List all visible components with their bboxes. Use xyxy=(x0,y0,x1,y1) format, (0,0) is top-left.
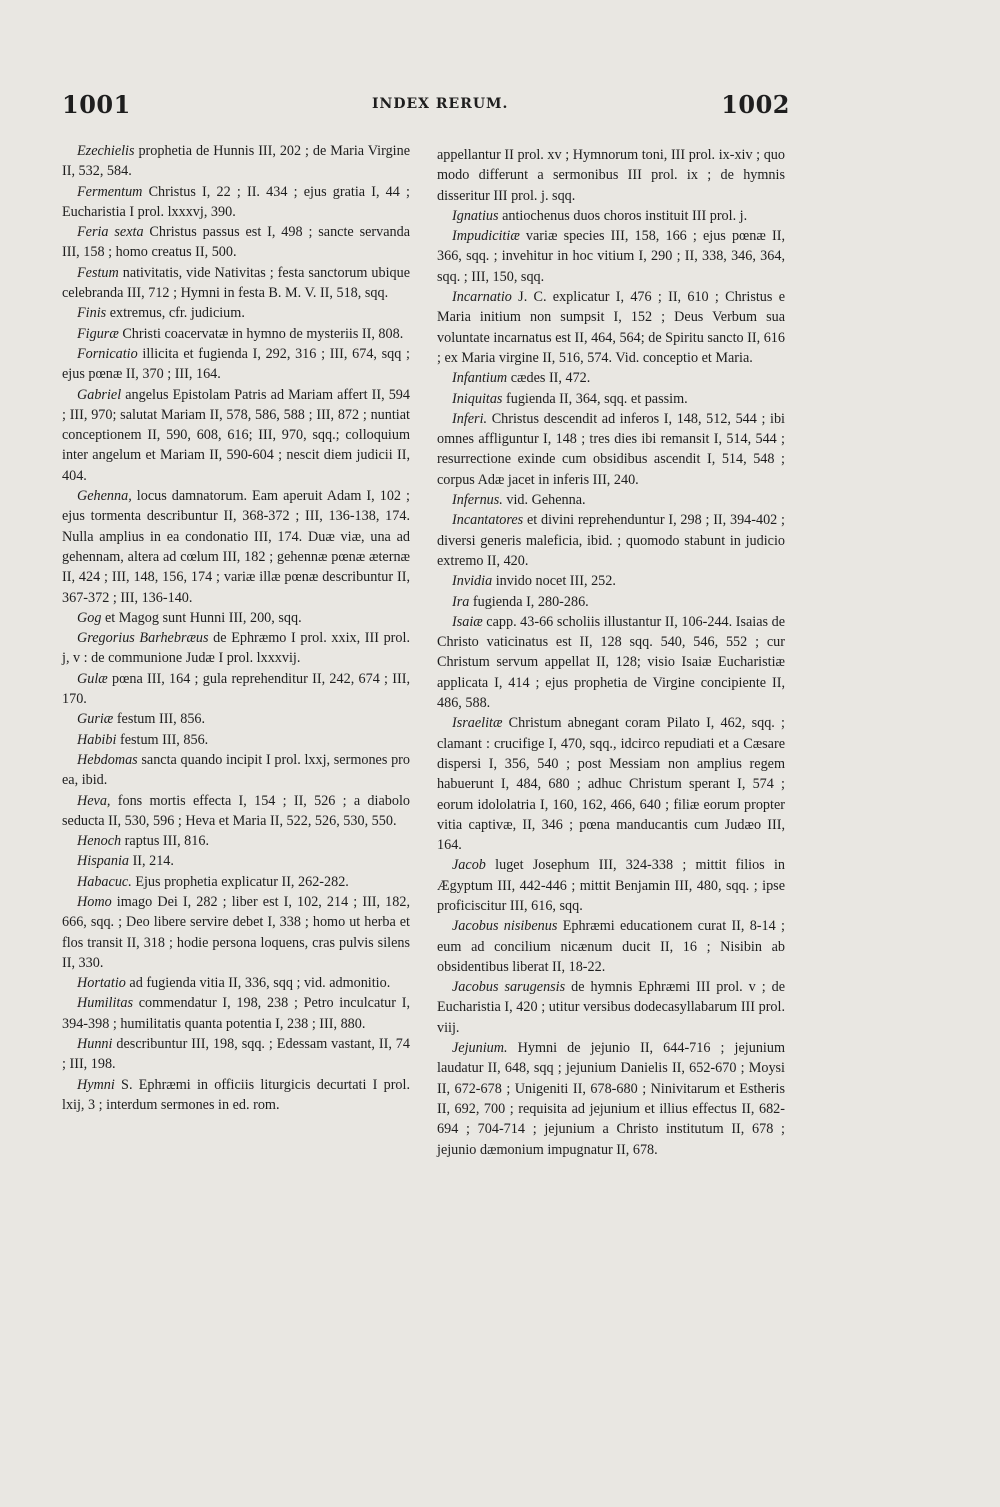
index-entry xyxy=(437,389,785,409)
entry-text: commendatur I, 198, 238 ; Petro inculcatur I, 394-398 ; humilitatis quanta potentia I, 238 ; III, 880. xyxy=(62,995,410,1032)
entry-text: nativitatis, vide Nativitas ; festa sanctorum ubique celebranda III, 712 ; Hymni in festa B. M. V. II, 518, sqq. xyxy=(62,264,410,302)
index-entry xyxy=(62,709,410,729)
entry-text: II, 214. xyxy=(129,853,174,870)
entry-term: Gog xyxy=(77,609,102,626)
entry-term: Figuræ xyxy=(77,325,119,342)
entry-text: fons mortis effecta I, 154 ; II, 526 ; a diabolo seducta II, 530, 596 ; Heva et Maria II, 522, 526, 530, 550. xyxy=(62,792,410,829)
index-entry xyxy=(437,287,785,368)
entry-term: Invidia xyxy=(452,573,493,590)
entry-text: Ephræmi educationem curat II, 8-14 ; eum ad concilium nicænum ducit II, 16 ; Nisibin ab obsidentibus liberat II, 18-22. xyxy=(437,918,785,975)
entry-term: Guriæ xyxy=(77,711,114,728)
entry-text: cædes II, 472. xyxy=(507,370,591,387)
entry-term: Jejunium. xyxy=(452,1040,508,1057)
entry-text: extremus, cfr. judicium. xyxy=(106,305,245,322)
entry-term: Homo xyxy=(77,893,112,910)
index-entry xyxy=(62,608,410,628)
entry-term: Inferi. xyxy=(452,410,488,427)
entry-term: Gehenna, xyxy=(77,488,132,505)
entry-text: de hymnis Ephræmi III prol. v ; de Eucharistia I, 420 ; utitur versibus dodecasyllabarum III prol. viij. xyxy=(437,979,785,1036)
entry-text: Christi coacervatæ in hymno de mysteriis II, 808. xyxy=(118,325,404,342)
index-entry xyxy=(437,592,785,612)
entry-text: Christus descendit ad inferos I, 148, 512, 544 ; ibi omnes affliguntur I, 148 ; tres dies ibi remansit I, 514, 544 ; resurrectione exinde cum obsidibus ascendit I, 514, 548 ; corpus Adæ jacet in inferis III, 240. xyxy=(437,410,785,488)
entry-term: Habibi xyxy=(77,731,117,748)
entry-text: festum III, 856. xyxy=(116,731,209,748)
index-entry xyxy=(62,324,410,344)
index-entry xyxy=(62,993,410,1034)
entry-term: Fornicatio xyxy=(77,345,138,362)
index-entry xyxy=(437,612,785,713)
entry-text: S. Ephræmi in officiis liturgicis decurtati I prol. lxij, 3 ; interdum sermones in ed. rom. xyxy=(62,1076,410,1113)
entry-text: describuntur III, 198, sqq. ; Edessam vastant, II, 74 ; III, 198. xyxy=(62,1036,410,1073)
index-entry xyxy=(62,628,410,669)
entry-text: sancta quando incipit I prol. lxxj, sermones pro ea, ibid. xyxy=(62,751,410,789)
index-entry xyxy=(437,510,785,571)
index-entry xyxy=(437,145,785,206)
entry-text: J. C. explicatur I, 476 ; II, 610 ; Christus e Maria initium non sumpsit I, 152 ; Deus Verbum sua voluntate incarnatus est II, 464, 564; de Spiritu sancto II, 616 ; ex Maria virgine II, 516, 574. Vid. conceptio et Maria. xyxy=(437,289,785,366)
entry-term: Jacobus nisibenus xyxy=(452,918,558,935)
index-entry xyxy=(437,977,785,1038)
entry-term: Jacob xyxy=(452,857,486,874)
entry-term: Hortatio xyxy=(77,975,126,992)
entry-term: Heva, xyxy=(77,792,111,809)
index-entry xyxy=(62,831,410,851)
entry-term: Israelitæ xyxy=(452,715,503,732)
entry-text: variæ species III, 158, 166 ; ejus pœnæ II, 366, sqq. ; invehitur in hoc vitium I, 290 ; II, 338, 346, 364, sqq. ; III, 150, sqq. xyxy=(437,228,785,285)
index-entry xyxy=(437,409,785,490)
entry-text: imago Dei I, 282 ; liber est I, 102, 214 ; III, 182, 666, sqq. ; Deo libere servire debet I, 338 ; homo ut herba et flos transit II, 318 ; hodie persona loquens, cras pulvis silens II, 330. xyxy=(62,893,410,971)
index-entry xyxy=(62,1034,410,1075)
entry-text: luget Josephum III, 324-338 ; mittit filios in Ægyptum III, 442-446 ; mittit Benjamin III, 480, sqq. ; ipse proficiscitur III, 616, sqq. xyxy=(437,857,785,914)
entry-text: invido nocet III, 252. xyxy=(492,573,616,590)
index-entry xyxy=(437,855,785,916)
index-entry xyxy=(62,385,410,486)
entry-text: fugienda I, 280-286. xyxy=(469,593,589,610)
entry-term: Gregorius Barhebræus xyxy=(77,630,209,647)
running-title: INDEX RERUM. xyxy=(372,96,509,112)
entry-term: Hymni xyxy=(77,1076,115,1093)
entry-text: Hymni de jejunio II, 644-716 ; jejunium laudatur II, 648, sqq ; jejunium Danielis II, 652-670 ; Moysi II, 672-678 ; Unigeniti II, 678-680 ; Ninivitarum et Estheris II, 692, 700 ; requisita ad jejunium et illius effectus II, 682-694 ; 704-714 ; jejunium a Christo institutum II, 678 ; jejunio dæmonium impugnatur II, 678. xyxy=(437,1040,785,1158)
index-entry xyxy=(62,669,410,710)
entry-term: Isaiæ xyxy=(452,613,483,630)
entry-term: Fermentum xyxy=(77,183,143,200)
entry-term: Ezechielis xyxy=(77,143,135,159)
entry-text: et Magog sunt Hunni III, 200, sqq. xyxy=(101,609,302,626)
entry-text: locus damnatorum. Eam aperuit Adam I, 102 ; ejus tormenta describuntur II, 368-372 ; III, 136-138, 174. Nulla amplius in ea condonatio III, 174. Duæ viæ, una ad gehennam, altera ad cœlum III, 182 ; gehennæ pœnæ æternæ II, 424 ; III, 148, 156, 174 ; variæ illæ pœnæ describuntur II, 367-372 ; III, 136-140. xyxy=(62,488,410,606)
entry-text: ad fugienda vitia II, 336, sqq ; vid. admonitio. xyxy=(125,975,391,992)
entry-term: Incantatores xyxy=(452,512,524,529)
entry-term: Ira xyxy=(452,593,470,610)
entry-text: Christus I, 22 ; II. 434 ; ejus gratia I, 44 ; Eucharistia I prol. lxxxvj, 390. xyxy=(62,183,410,220)
entry-term: Feria sexta xyxy=(77,224,144,241)
index-entry xyxy=(437,916,785,977)
entry-text: vid. Gehenna. xyxy=(502,492,586,509)
entry-text: pœna III, 164 ; gula reprehenditur II, 242, 674 ; III, 170. xyxy=(62,670,410,708)
entry-term: Hebdomas xyxy=(77,751,138,768)
entry-text: et divini reprehenduntur I, 298 ; II, 394-402 ; diversi generis maleficia, ibid. ; quomodo stabunt in judicio extremo II, 420. xyxy=(437,512,785,569)
index-entry xyxy=(62,973,410,993)
entry-term: Incarnatio xyxy=(452,289,512,306)
index-entry xyxy=(62,1075,410,1116)
index-entry xyxy=(62,222,410,263)
entry-text: de Ephræmo I prol. xxix, III prol. j, v : de communione Judæ I prol. lxxxvij. xyxy=(62,630,410,667)
entry-term: Festum xyxy=(77,264,119,281)
left-column xyxy=(62,141,410,1115)
index-entry xyxy=(62,750,410,791)
entry-text: festum III, 856. xyxy=(113,711,206,728)
entry-term: Iniquitas xyxy=(452,390,503,407)
entry-term: Henoch xyxy=(77,833,122,850)
index-entry xyxy=(437,368,785,388)
entry-term: Hispania xyxy=(77,853,130,870)
entry-text: appellantur II prol. xv ; Hymnorum toni, III prol. ix-xiv ; quo modo differunt a sermonibus III prol. ix ; de hymnis disseritur III prol. j. sqq. xyxy=(437,147,785,204)
index-entry xyxy=(62,892,410,973)
entry-text: Christus passus est I, 498 ; sancte servanda III, 158 ; homo creatus II, 500. xyxy=(62,224,410,261)
index-entry xyxy=(62,263,410,304)
index-entry xyxy=(62,141,410,182)
entry-text: illicita et fugienda I, 292, 316 ; III, 674, sqq ; ejus pœnæ II, 370 ; III, 164. xyxy=(62,345,410,383)
index-entry xyxy=(437,226,785,287)
entry-term: Impudicitiæ xyxy=(452,228,520,245)
entry-text: angelus Epistolam Patris ad Mariam affert II, 594 ; III, 970; salutat Mariam II, 578, 586, 588 ; III, 872 ; nuntiat conceptionem II, 590, 608, 616; III, 970, sqq.; colloquium inter angelum et Mariam II, 590-604 ; nescit diem judicii II, 404. xyxy=(62,386,410,484)
entry-text: prophetia de Hunnis III, 202 ; de Maria Virgine II, 532, 584. xyxy=(62,143,410,180)
entry-term: Habacuc. xyxy=(77,873,132,890)
entry-term: Jacobus sarugensis xyxy=(452,979,566,996)
right-page-number: 1002 xyxy=(721,90,790,119)
index-entry xyxy=(62,344,410,385)
entry-term: Gulæ xyxy=(77,670,108,687)
index-entry xyxy=(62,791,410,832)
index-entry xyxy=(62,303,410,323)
index-entry xyxy=(62,182,410,223)
left-page-number: 1001 xyxy=(62,90,131,119)
entry-text: capp. 43-66 scholiis illustantur II, 106-244. Isaias de Christo vaticinatus est II, 128 sqq. 540, 546, 552 ; cur Christum servum appellat II, 128; visio Isaiæ Eucharistiæ applicata I, 414 ; ejus prophetia de Virgine concipiente II, 486, 588. xyxy=(437,613,785,712)
index-entry xyxy=(437,1038,785,1160)
index-entry xyxy=(62,851,410,871)
right-column xyxy=(437,145,785,1160)
index-entry xyxy=(437,490,785,510)
entry-text: antiochenus duos choros instituit III prol. j. xyxy=(498,207,748,224)
entry-term: Gabriel xyxy=(77,386,122,403)
entry-term: Infantium xyxy=(452,370,508,387)
entry-term: Infernus. xyxy=(452,492,503,509)
entry-term: Finis xyxy=(77,305,107,322)
index-entry xyxy=(62,730,410,750)
index-entry xyxy=(437,713,785,855)
index-entry xyxy=(62,872,410,892)
entry-text: Ejus prophetia explicatur II, 262-282. xyxy=(131,873,349,890)
entry-term: Ignatius xyxy=(452,207,499,224)
index-entry xyxy=(62,486,410,608)
index-entry xyxy=(437,571,785,591)
entry-text: raptus III, 816. xyxy=(121,833,209,850)
index-entry xyxy=(437,206,785,226)
entry-text: fugienda II, 364, sqq. et passim. xyxy=(502,390,688,407)
entry-term: Humilitas xyxy=(77,995,133,1012)
entry-term: Hunni xyxy=(77,1036,113,1053)
entry-text: Christum abnegant coram Pilato I, 462, sqq. ; clamant : crucifige I, 470, sqq., idcirco repudiati et a Cæsare dispersi I, 356, 540 ; post Messiam non amplius regem habuerunt I, 484, 680 ; adhuc Christum sperant I, 574 ; eorum idololatria I, 160, 162, 466, 640 ; filiæ eorum propter vitia captivæ, II, 346 ; pœna manducantis cum Judæo III, 164. xyxy=(437,715,785,854)
